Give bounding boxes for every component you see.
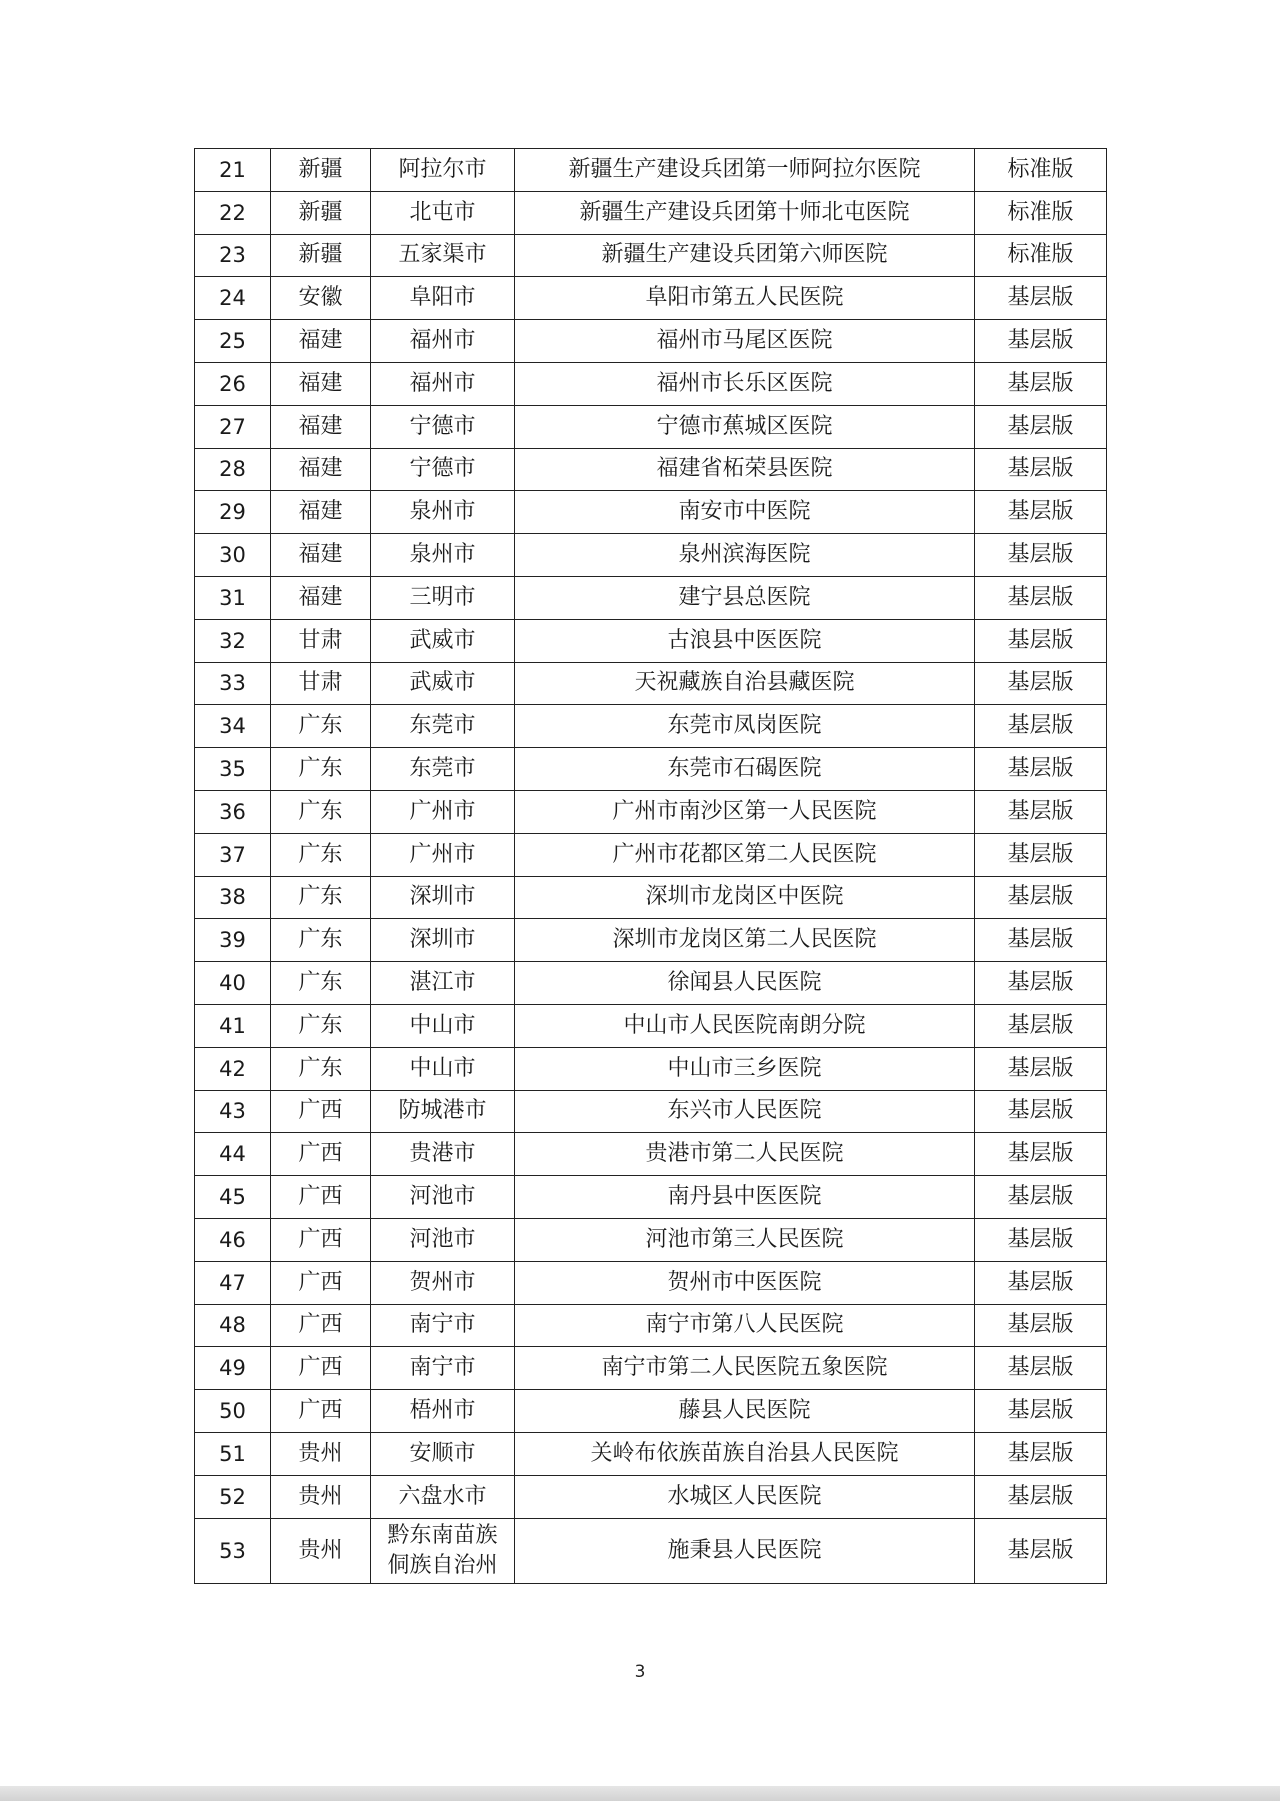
- table-row: [195, 491, 1107, 534]
- hospital-cell: 南安市中医院: [515, 491, 975, 534]
- province-cell: 甘肃: [271, 662, 371, 705]
- city-cell: 深圳市: [371, 876, 515, 919]
- province-cell: 广东: [271, 1047, 371, 1090]
- version-cell: 基层版: [975, 1304, 1107, 1347]
- city-cell: 广州市: [371, 833, 515, 876]
- version-cell: 基层版: [975, 491, 1107, 534]
- version-cell: 基层版: [975, 1047, 1107, 1090]
- table-row: [195, 320, 1107, 363]
- version-cell: 基层版: [975, 876, 1107, 919]
- version-cell: 基层版: [975, 362, 1107, 405]
- row-number: 51: [195, 1432, 271, 1475]
- city-cell: 安顺市: [371, 1432, 515, 1475]
- province-cell: 广东: [271, 833, 371, 876]
- province-cell: 广东: [271, 705, 371, 748]
- hospital-cell: 东兴市人民医院: [515, 1090, 975, 1133]
- version-cell: 基层版: [975, 1004, 1107, 1047]
- row-number: 25: [195, 320, 271, 363]
- province-cell: 新疆: [271, 234, 371, 277]
- table-row: [195, 149, 1107, 192]
- city-cell: 五家渠市: [371, 234, 515, 277]
- version-cell: 基层版: [975, 705, 1107, 748]
- hospital-cell: 新疆生产建设兵团第六师医院: [515, 234, 975, 277]
- row-number: 42: [195, 1047, 271, 1090]
- table-row: [195, 448, 1107, 491]
- version-cell: 基层版: [975, 448, 1107, 491]
- table-row: [195, 1518, 1107, 1583]
- row-number: 48: [195, 1304, 271, 1347]
- row-number: 50: [195, 1390, 271, 1433]
- table-row: [195, 876, 1107, 919]
- version-cell: 基层版: [975, 1176, 1107, 1219]
- table-row: [195, 405, 1107, 448]
- hospital-cell: 中山市人民医院南朗分院: [515, 1004, 975, 1047]
- hospital-cell: 关岭布依族苗族自治县人民医院: [515, 1432, 975, 1475]
- version-cell: 基层版: [975, 1090, 1107, 1133]
- table-row: [195, 1432, 1107, 1475]
- row-number: 52: [195, 1475, 271, 1518]
- table-row: [195, 1261, 1107, 1304]
- hospital-cell: 南宁市第二人民医院五象医院: [515, 1347, 975, 1390]
- row-number: 46: [195, 1218, 271, 1261]
- city-cell: 中山市: [371, 1004, 515, 1047]
- row-number: 39: [195, 919, 271, 962]
- table-row: [195, 1176, 1107, 1219]
- province-cell: 福建: [271, 491, 371, 534]
- city-cell: 南宁市: [371, 1304, 515, 1347]
- table-row: [195, 919, 1107, 962]
- province-cell: 广西: [271, 1261, 371, 1304]
- table-row: [195, 705, 1107, 748]
- hospital-cell: 东莞市凤岗医院: [515, 705, 975, 748]
- version-cell: 基层版: [975, 919, 1107, 962]
- page-number: 3: [634, 1662, 646, 1682]
- version-cell: 基层版: [975, 1432, 1107, 1475]
- city-cell: 武威市: [371, 662, 515, 705]
- version-cell: 基层版: [975, 833, 1107, 876]
- table-row: [195, 662, 1107, 705]
- province-cell: 贵州: [271, 1475, 371, 1518]
- city-cell: 东莞市: [371, 705, 515, 748]
- city-cell: 北屯市: [371, 191, 515, 234]
- province-cell: 广东: [271, 962, 371, 1005]
- hospital-cell: 徐闻县人民医院: [515, 962, 975, 1005]
- version-cell: 基层版: [975, 1133, 1107, 1176]
- hospital-cell: 深圳市龙岗区第二人民医院: [515, 919, 975, 962]
- row-number: 53: [195, 1518, 271, 1583]
- city-cell: 中山市: [371, 1047, 515, 1090]
- table-row: [195, 191, 1107, 234]
- city-cell: 阜阳市: [371, 277, 515, 320]
- version-cell: 基层版: [975, 1347, 1107, 1390]
- city-cell: 南宁市: [371, 1347, 515, 1390]
- city-cell: 阿拉尔市: [371, 149, 515, 192]
- province-cell: 广西: [271, 1304, 371, 1347]
- province-cell: 安徽: [271, 277, 371, 320]
- scan-bottom-edge: [0, 1786, 1280, 1801]
- table-row: [195, 576, 1107, 619]
- hospital-cell: 福州市长乐区医院: [515, 362, 975, 405]
- province-cell: 新疆: [271, 149, 371, 192]
- hospital-cell: 贵港市第二人民医院: [515, 1133, 975, 1176]
- city-cell: [371, 1518, 515, 1583]
- table-row: [195, 1090, 1107, 1133]
- province-cell: 广东: [271, 1004, 371, 1047]
- row-number: 31: [195, 576, 271, 619]
- city-cell: 湛江市: [371, 962, 515, 1005]
- row-number: 33: [195, 662, 271, 705]
- row-number: 47: [195, 1261, 271, 1304]
- province-cell: 新疆: [271, 191, 371, 234]
- hospital-cell: 建宁县总医院: [515, 576, 975, 619]
- city-cell: 武威市: [371, 619, 515, 662]
- version-cell: 基层版: [975, 320, 1107, 363]
- hospital-cell: 广州市花都区第二人民医院: [515, 833, 975, 876]
- city-cell: 防城港市: [371, 1090, 515, 1133]
- city-cell: 三明市: [371, 576, 515, 619]
- table-row: [195, 1390, 1107, 1433]
- row-number: 26: [195, 362, 271, 405]
- version-cell: 基层版: [975, 1475, 1107, 1518]
- city-cell: 河池市: [371, 1218, 515, 1261]
- version-cell: 基层版: [975, 576, 1107, 619]
- hospital-cell: 泉州滨海医院: [515, 534, 975, 577]
- table-row: [195, 362, 1107, 405]
- row-number: 29: [195, 491, 271, 534]
- version-cell: 基层版: [975, 277, 1107, 320]
- version-cell: 基层版: [975, 619, 1107, 662]
- row-number: 49: [195, 1347, 271, 1390]
- province-cell: 甘肃: [271, 619, 371, 662]
- hospital-cell: 藤县人民医院: [515, 1390, 975, 1433]
- row-number: 22: [195, 191, 271, 234]
- city-cell: 梧州市: [371, 1390, 515, 1433]
- city-cell: 泉州市: [371, 491, 515, 534]
- table-row: [195, 1475, 1107, 1518]
- province-cell: 广西: [271, 1390, 371, 1433]
- province-cell: 广西: [271, 1347, 371, 1390]
- hospital-cell: 中山市三乡医院: [515, 1047, 975, 1090]
- row-number: 21: [195, 149, 271, 192]
- table-row: [195, 748, 1107, 791]
- version-cell: 基层版: [975, 1390, 1107, 1433]
- hospital-cell: 新疆生产建设兵团第一师阿拉尔医院: [515, 149, 975, 192]
- table-row: [195, 534, 1107, 577]
- province-cell: 广西: [271, 1218, 371, 1261]
- hospital-cell: 施秉县人民医院: [515, 1518, 975, 1583]
- city-cell: 宁德市: [371, 448, 515, 491]
- province-cell: 福建: [271, 534, 371, 577]
- city-cell: 深圳市: [371, 919, 515, 962]
- row-number: 36: [195, 790, 271, 833]
- row-number: 35: [195, 748, 271, 791]
- hospital-cell: 南丹县中医医院: [515, 1176, 975, 1219]
- hospital-cell: 水城区人民医院: [515, 1475, 975, 1518]
- province-cell: 贵州: [271, 1518, 371, 1583]
- hospital-cell: 广州市南沙区第一人民医院: [515, 790, 975, 833]
- hospital-cell: 河池市第三人民医院: [515, 1218, 975, 1261]
- row-number: 27: [195, 405, 271, 448]
- province-cell: 福建: [271, 405, 371, 448]
- row-number: 41: [195, 1004, 271, 1047]
- city-cell-text: 黔东南苗族侗族自治州: [387, 1522, 498, 1578]
- city-cell: 宁德市: [371, 405, 515, 448]
- city-cell: 泉州市: [371, 534, 515, 577]
- version-cell: 标准版: [975, 191, 1107, 234]
- hospital-cell: 贺州市中医医院: [515, 1261, 975, 1304]
- city-cell: 广州市: [371, 790, 515, 833]
- city-cell: 六盘水市: [371, 1475, 515, 1518]
- table-row: [195, 1218, 1107, 1261]
- table-row: [195, 619, 1107, 662]
- row-number: 28: [195, 448, 271, 491]
- row-number: 44: [195, 1133, 271, 1176]
- hospital-cell: 东莞市石碣医院: [515, 748, 975, 791]
- table-row: [195, 1047, 1107, 1090]
- province-cell: 福建: [271, 362, 371, 405]
- province-cell: 广东: [271, 876, 371, 919]
- province-cell: 福建: [271, 576, 371, 619]
- version-cell: 标准版: [975, 234, 1107, 277]
- table-row: [195, 1133, 1107, 1176]
- hospital-cell: 天祝藏族自治县藏医院: [515, 662, 975, 705]
- version-cell: 基层版: [975, 534, 1107, 577]
- version-cell: 基层版: [975, 405, 1107, 448]
- row-number: 30: [195, 534, 271, 577]
- province-cell: 广东: [271, 790, 371, 833]
- table-row: [195, 234, 1107, 277]
- version-cell: 基层版: [975, 1261, 1107, 1304]
- row-number: 38: [195, 876, 271, 919]
- province-cell: 贵州: [271, 1432, 371, 1475]
- table-row: [195, 277, 1107, 320]
- row-number: 40: [195, 962, 271, 1005]
- version-cell: 基层版: [975, 1518, 1107, 1583]
- province-cell: 广东: [271, 919, 371, 962]
- city-cell: 福州市: [371, 362, 515, 405]
- version-cell: 基层版: [975, 662, 1107, 705]
- city-cell: 福州市: [371, 320, 515, 363]
- province-cell: 福建: [271, 448, 371, 491]
- city-cell: 贵港市: [371, 1133, 515, 1176]
- province-cell: 广西: [271, 1176, 371, 1219]
- province-cell: 广西: [271, 1090, 371, 1133]
- hospital-cell: 福建省柘荣县医院: [515, 448, 975, 491]
- province-cell: 福建: [271, 320, 371, 363]
- hospital-cell: 南宁市第八人民医院: [515, 1304, 975, 1347]
- version-cell: 基层版: [975, 748, 1107, 791]
- table-row: [195, 1004, 1107, 1047]
- row-number: 23: [195, 234, 271, 277]
- hospital-cell: 新疆生产建设兵团第十师北屯医院: [515, 191, 975, 234]
- hospital-table-body: [195, 149, 1107, 1584]
- table-row: [195, 833, 1107, 876]
- hospital-cell: 深圳市龙岗区中医院: [515, 876, 975, 919]
- row-number: 37: [195, 833, 271, 876]
- city-cell: 贺州市: [371, 1261, 515, 1304]
- province-cell: 广东: [271, 748, 371, 791]
- hospital-cell: 福州市马尾区医院: [515, 320, 975, 363]
- row-number: 43: [195, 1090, 271, 1133]
- version-cell: 基层版: [975, 1218, 1107, 1261]
- province-cell: 广西: [271, 1133, 371, 1176]
- hospital-cell: 宁德市蕉城区医院: [515, 405, 975, 448]
- version-cell: 基层版: [975, 790, 1107, 833]
- table-row: [195, 1304, 1107, 1347]
- city-cell: 河池市: [371, 1176, 515, 1219]
- row-number: 32: [195, 619, 271, 662]
- row-number: 45: [195, 1176, 271, 1219]
- hospital-cell: 阜阳市第五人民医院: [515, 277, 975, 320]
- version-cell: 标准版: [975, 149, 1107, 192]
- city-cell: 东莞市: [371, 748, 515, 791]
- hospital-table: [194, 148, 1107, 1584]
- version-cell: 基层版: [975, 962, 1107, 1005]
- row-number: 34: [195, 705, 271, 748]
- table-row: [195, 962, 1107, 1005]
- table-row: [195, 1347, 1107, 1390]
- row-number: 24: [195, 277, 271, 320]
- hospital-cell: 古浪县中医医院: [515, 619, 975, 662]
- table-row: [195, 790, 1107, 833]
